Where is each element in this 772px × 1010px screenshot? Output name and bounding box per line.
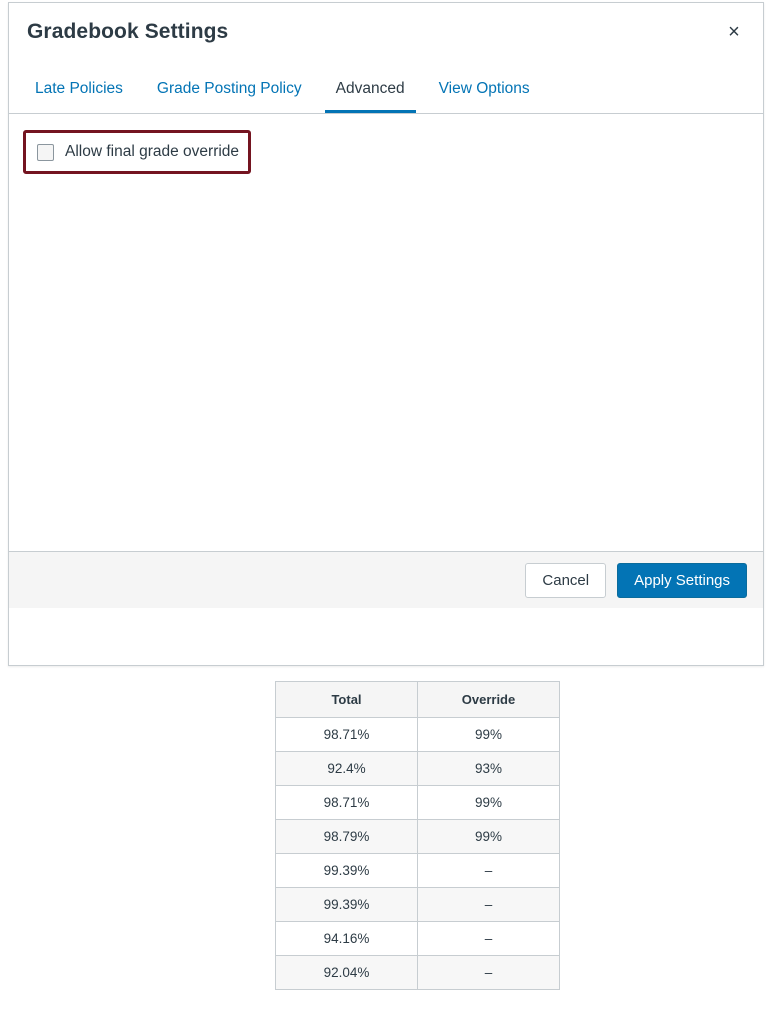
dialog-footer [9,551,763,608]
column-header-override: Override [418,682,560,718]
gradebook-settings-dialog [8,2,764,666]
cell-override: – [418,854,560,888]
advanced-tab-panel [9,114,763,608]
cell-override: – [418,956,560,990]
table-header-row [276,682,560,718]
allow-final-grade-override-highlight [23,130,251,174]
tab-grade-posting-policy[interactable]: Grade Posting Policy [146,80,313,113]
page-title: Gradebook Settings [27,19,229,43]
column-header-total: Total [276,682,418,718]
dialog-header [9,3,763,60]
cell-override: – [418,922,560,956]
cell-total: 99.39% [276,888,418,922]
cancel-button[interactable]: Cancel [525,563,606,598]
cell-override: – [418,888,560,922]
allow-final-grade-override-label[interactable]: Allow final grade override [65,143,240,160]
cell-override: 99% [418,718,560,752]
settings-tabs [9,60,763,114]
grades-table-container [275,681,560,990]
table-row [276,752,560,786]
grades-table-body [276,718,560,990]
table-row [276,786,560,820]
table-row [276,956,560,990]
table-row [276,718,560,752]
tab-advanced[interactable]: Advanced [325,80,416,113]
apply-settings-button[interactable]: Apply Settings [617,563,747,598]
cell-override: 99% [418,820,560,854]
table-row [276,888,560,922]
close-icon[interactable]: × [719,17,749,47]
cell-total: 92.4% [276,752,418,786]
cell-total: 98.79% [276,820,418,854]
grades-table-head [276,682,560,718]
table-row [276,820,560,854]
cell-total: 92.04% [276,956,418,990]
tab-view-options[interactable]: View Options [428,80,541,113]
table-row [276,922,560,956]
allow-final-grade-override-checkbox[interactable] [37,144,54,161]
cell-total: 98.71% [276,718,418,752]
cell-total: 94.16% [276,922,418,956]
cell-total: 99.39% [276,854,418,888]
cell-total: 98.71% [276,786,418,820]
cell-override: 99% [418,786,560,820]
cell-override: 93% [418,752,560,786]
tab-late-policies[interactable]: Late Policies [24,80,134,113]
grades-table [275,681,560,990]
table-row [276,854,560,888]
